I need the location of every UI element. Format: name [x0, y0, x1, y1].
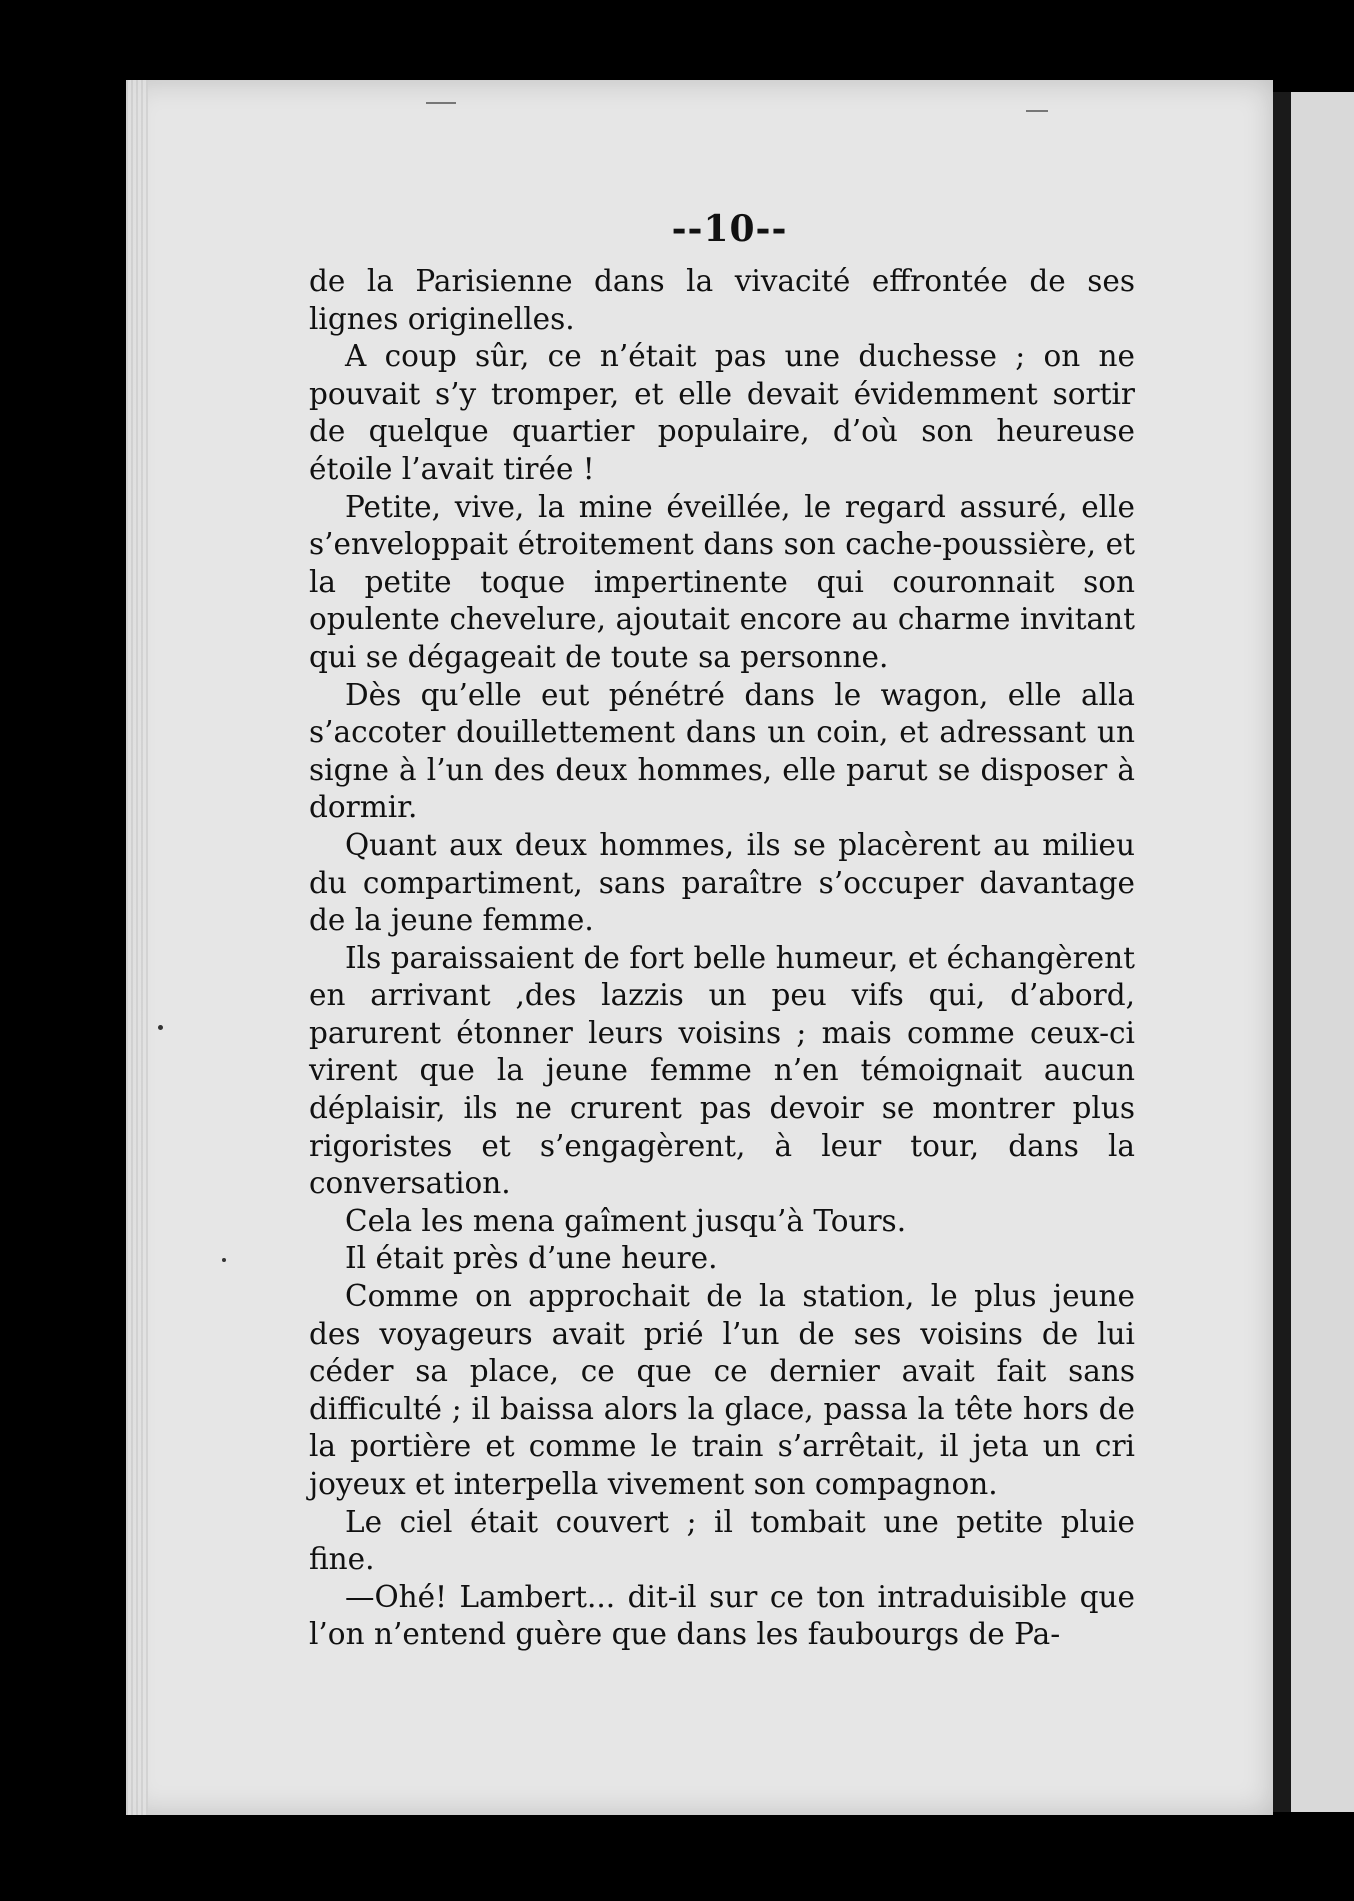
page-number: --10--: [671, 208, 788, 250]
scan-mark: [426, 102, 456, 104]
paragraph-6: Ils paraissaient de fort belle humeur, et échangèrent en arrivant ,des lazzis un peu vifs qui, d’abord, parurent étonner leurs voisins ; mais comme ceux-ci virent que la jeune femme n’en témoignait aucun déplaisir, ils ne crurent pas devoir se montrer plus rigoristes et s’engagèrent, à leur tour, dans la conversation.: [309, 940, 1135, 1201]
ink-speck: [222, 1258, 226, 1262]
page-gutter: [1273, 92, 1291, 1812]
paragraph-7: Cela les mena gaîment jusqu’à Tours.: [345, 1203, 907, 1238]
ink-speck: [158, 1025, 163, 1030]
paragraph-5: Quant aux deux hommes, ils se placèrent au milieu du compartiment, sans paraître s’occuper davantage de la jeune femme.: [309, 827, 1135, 938]
paragraph-10: Le ciel était couvert ; il tombait une petite pluie fine.: [309, 1504, 1135, 1577]
body-text: [309, 263, 1135, 1654]
page-sheet: [126, 80, 1273, 1815]
paragraph-2: A coup sûr, ce n’était pas une duchesse ; on ne pouvait s’y tromper, et elle devait évidemment sortir de quelque quartier populaire, d’où son heureuse étoile l’avait tirée !: [309, 339, 1135, 486]
paragraph-11: —Ohé! Lambert... dit-il sur ce ton intraduisible que l’on n’entend guère que dans les faubourgs de Pa-: [309, 1579, 1135, 1652]
adjacent-page-edge: [1291, 92, 1354, 1812]
page-binding-edge: [126, 80, 148, 1815]
paragraph-4: Dès qu’elle eut pénétré dans le wagon, elle alla s’accoter douillettement dans un coin, et adressant un signe à l’un des deux hommes, elle parut se disposer à dormir.: [309, 677, 1135, 825]
paragraph-9: Comme on approchait de la station, le plus jeune des voyageurs avait prié l’un de ses voisins de lui céder sa place, ce que ce dernier avait fait sans difficulté ; il baissa alors la glace, passa la tête hors de la portière et comme le train s’arrêtait, il jeta un cri joyeux et interpella vivement son compagnon.: [309, 1279, 1135, 1501]
scan-mark: [1026, 110, 1048, 112]
paragraph-1: de la Parisienne dans la vivacité effrontée de ses lignes originelles.: [309, 264, 1135, 336]
paragraph-3: Petite, vive, la mine éveillée, le regard assuré, elle s’enveloppait étroitement dans son cache-poussière, et la petite toque impertinente qui couronnait son opulente chevelure, ajoutait encore au charme invitant qui se dégageait de toute sa personne.: [309, 489, 1135, 674]
paragraph-8: Il était près d’une heure.: [345, 1241, 718, 1276]
